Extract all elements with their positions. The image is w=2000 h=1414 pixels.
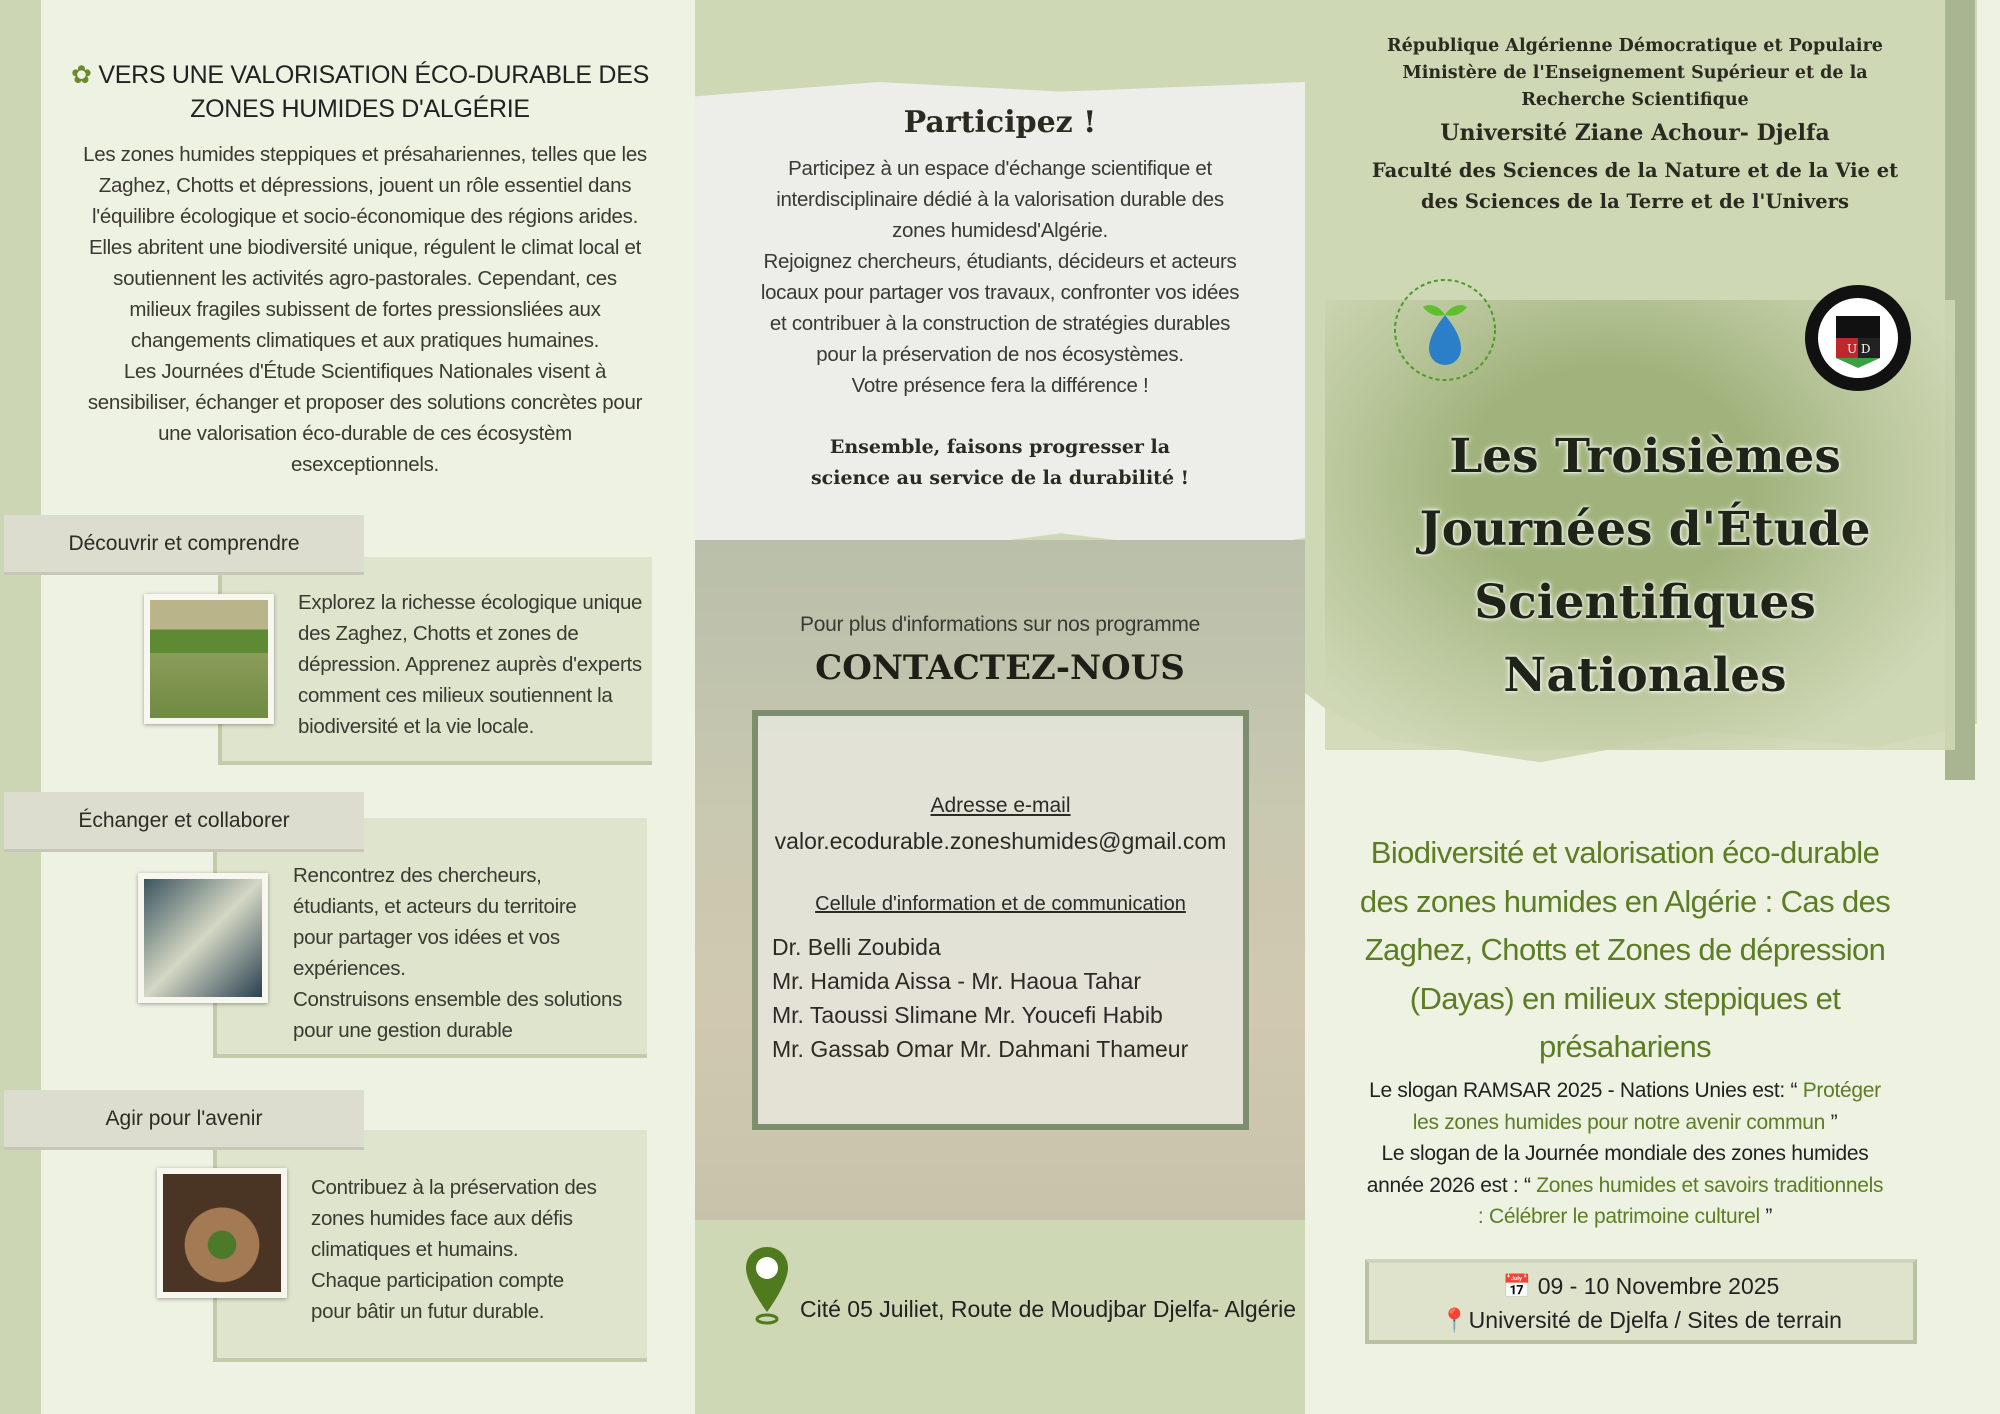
section-text <box>311 1172 597 1327</box>
email-label: Adresse e-mail <box>930 794 1071 817</box>
section-heading: Échanger et collaborer <box>4 792 364 852</box>
email-link[interactable]: valor.ecodurable.zoneshumides@gmail.com <box>774 828 1227 854</box>
contact-box <box>752 710 1249 1130</box>
participate-title: Participez ! <box>903 105 1097 140</box>
intro-line: Les zones humides steppiques et présahariennes, telles que les <box>83 143 647 166</box>
member-name: Mr. Taoussi Slimane Mr. Youcefi Habib <box>772 1002 1163 1028</box>
theme-line: (Dayas) en milieux steppiques et <box>1409 980 1841 1016</box>
header-line: République Algérienne Démocratique et Populaire <box>1387 36 1883 56</box>
decorative-strip <box>0 0 41 1414</box>
member-name: Mr. Hamida Aissa - Mr. Haoua Tahar <box>772 968 1141 994</box>
section-text <box>298 587 642 742</box>
theme-text <box>1335 829 1915 1072</box>
theme-line: Biodiversité et valorisation éco-durable <box>1370 835 1880 870</box>
seedling-photo <box>157 1168 287 1298</box>
left-panel <box>0 0 695 1414</box>
member-list <box>772 930 1243 1066</box>
participate-text <box>695 153 1305 401</box>
section-line: zones humides face aux défis <box>311 1207 573 1230</box>
event-title-line: Nationales <box>1503 648 1787 703</box>
logo-letters: U D <box>1847 342 1871 356</box>
intro-line: esexceptionnels. <box>291 453 439 476</box>
pin-icon: 📍 <box>1440 1307 1469 1333</box>
right-panel <box>1305 0 2000 1414</box>
address: Cité 05 Juiliet, Route de Moudjbar Djelfa- Algérie <box>800 1296 1297 1322</box>
intro-line: une valorisation éco-durable de ces écosystèm <box>158 422 572 445</box>
section-heading: Découvrir et comprendre <box>4 515 364 575</box>
slogan-ramsar <box>1365 1075 1885 1138</box>
slogan-quote: Zones humides et savoirs traditionnels : Célébrer le patrimoine culturel <box>1477 1173 1884 1228</box>
event-title-line: Scientifiques <box>1474 575 1816 630</box>
quote-close: ” <box>1825 1110 1838 1134</box>
event-date: 09 - 10 Novembre 2025 <box>1537 1273 1780 1299</box>
university-name: Université Ziane Achour- Djelfa <box>1440 120 1830 146</box>
intro-line: Elles abritent une biodiversité unique, régulent le climat local et <box>89 236 641 259</box>
university-logo <box>1803 283 1913 393</box>
motto-line: Ensemble, faisons progresser la <box>829 436 1171 458</box>
map-pin-icon <box>743 1245 791 1325</box>
header-line: Recherche Scientifique <box>1521 90 1749 110</box>
section-line: dépression. Apprenez auprès d'experts <box>298 653 642 676</box>
motto-line: science au service de la durabilité ! <box>810 467 1190 489</box>
slogans <box>1365 1075 1885 1233</box>
theme-line: Zaghez, Chotts et Zones de dépression <box>1364 932 1886 967</box>
intro-line: Zaghez, Chotts et dépressions, jouent un rôle essentiel dans <box>98 174 632 197</box>
date-location-box <box>1365 1259 1917 1344</box>
theme-line: présahariens <box>1538 1029 1712 1064</box>
section-line: comment ces milieux soutiennent la <box>298 684 613 707</box>
slogan-prefix: Le slogan de la Journée mondiale des zones humides année 2026 est : “ <box>1366 1142 1869 1197</box>
section-line: biodiversité et la vie locale. <box>298 715 534 738</box>
section-heading: Agir pour l'avenir <box>4 1090 364 1150</box>
participate-line: pour la préservation de nos écosystèmes. <box>816 343 1184 366</box>
contact-title: CONTACTEZ-NOUS <box>815 648 1185 688</box>
section-line: pour une gestion durable <box>293 1019 513 1042</box>
participate-line: et contribuer à la construction de stratégies durables <box>769 312 1231 335</box>
section-line: Construisons ensemble des solutions <box>293 988 623 1011</box>
faculty-line: Faculté des Sciences de la Nature et de la Vie et <box>1371 159 1899 182</box>
section-line: pour bâtir un futur durable. <box>311 1300 545 1323</box>
intro-line: sensibiliser, échanger et proposer des solutions concrètes pour <box>87 391 643 414</box>
faculty-name <box>1315 155 1955 217</box>
event-title-line: Journées d'Étude <box>1419 502 1871 557</box>
intro-line: Les Journées d'Étude Scientifiques Nationales visent à <box>123 360 607 383</box>
intro-line: l'équilibre écologique et socio-économique des régions arides. <box>92 205 638 228</box>
quote-close: ” <box>1759 1205 1773 1228</box>
section-line: climatiques et humains. <box>311 1238 519 1261</box>
section-line: des Zaghez, Chotts et zones de <box>298 622 579 645</box>
left-title: VERS UNE VALORISATION ÉCO-DURABLE DES ZONES HUMIDES D'ALGÉRIE <box>98 61 649 123</box>
calendar-icon: 📅 <box>1502 1273 1532 1299</box>
cell-label: Cellule d'information et de communication <box>815 893 1186 915</box>
intro-text <box>60 139 670 480</box>
slogan-world-day <box>1365 1138 1885 1233</box>
section-line: Chaque participation compte <box>311 1269 564 1292</box>
member-name: Dr. Belli Zoubida <box>772 934 941 960</box>
section-line: Contribuez à la préservation des <box>311 1176 597 1199</box>
slogan-prefix: Le slogan RAMSAR 2025 - Nations Unies est: “ <box>1369 1079 1803 1102</box>
section-line: pour partager vos idées et vos <box>293 926 560 949</box>
motto <box>695 432 1305 494</box>
wetland-photo <box>144 594 274 724</box>
event-title <box>1355 420 1935 712</box>
header-line: Ministère de l'Enseignement Supérieur et de la <box>1402 63 1868 83</box>
faculty-logo <box>1390 275 1500 385</box>
intro-line: milieux fragiles subissent de fortes pressionsliées aux <box>129 298 601 321</box>
participate-line: interdisciplinaire dédié à la valorisation durable des <box>776 188 1224 211</box>
institution-header <box>1315 33 1955 217</box>
member-name: Mr. Gassab Omar Mr. Dahmani Thameur <box>772 1036 1189 1062</box>
section-line: expériences. <box>293 957 406 980</box>
section-text <box>293 860 622 1046</box>
participate-line: Participez à un espace d'échange scientifique et <box>788 157 1212 180</box>
participate-line: zones humidesd'Algérie. <box>892 219 1108 242</box>
theme-line: des zones humides en Algérie : Cas des <box>1359 883 1891 919</box>
section-line: Rencontrez des chercheurs, <box>293 864 542 887</box>
more-info-text: Pour plus d'informations sur nos programme <box>800 613 1200 636</box>
participate-line: Rejoignez chercheurs, étudiants, décideurs et acteurs <box>763 250 1237 273</box>
herb-icon: ✿ <box>71 61 99 89</box>
slogan-quote: Protéger les zones humides pour notre avenir commun <box>1412 1079 1881 1134</box>
intro-line: soutiennent les activités agro-pastorales. Cependant, ces <box>113 267 617 290</box>
hands-illustration <box>138 873 268 1003</box>
section-line: Explorez la richesse écologique unique <box>298 591 643 614</box>
participate-line: locaux pour partager vos travaux, confronter vos idées <box>760 281 1240 304</box>
event-title-line: Les Troisièmes <box>1449 429 1841 484</box>
intro-line: changements climatiques et aux pratiques humaines. <box>130 329 600 352</box>
left-title-block <box>60 58 660 126</box>
faculty-line: des Sciences de la Terre et de l'Univers <box>1421 190 1849 213</box>
middle-panel <box>695 0 1305 1414</box>
section-line: étudiants, et acteurs du territoire <box>293 895 577 918</box>
participate-line: Votre présence fera la différence ! <box>851 374 1149 397</box>
event-place: Université de Djelfa / Sites de terrain <box>1468 1307 1842 1333</box>
